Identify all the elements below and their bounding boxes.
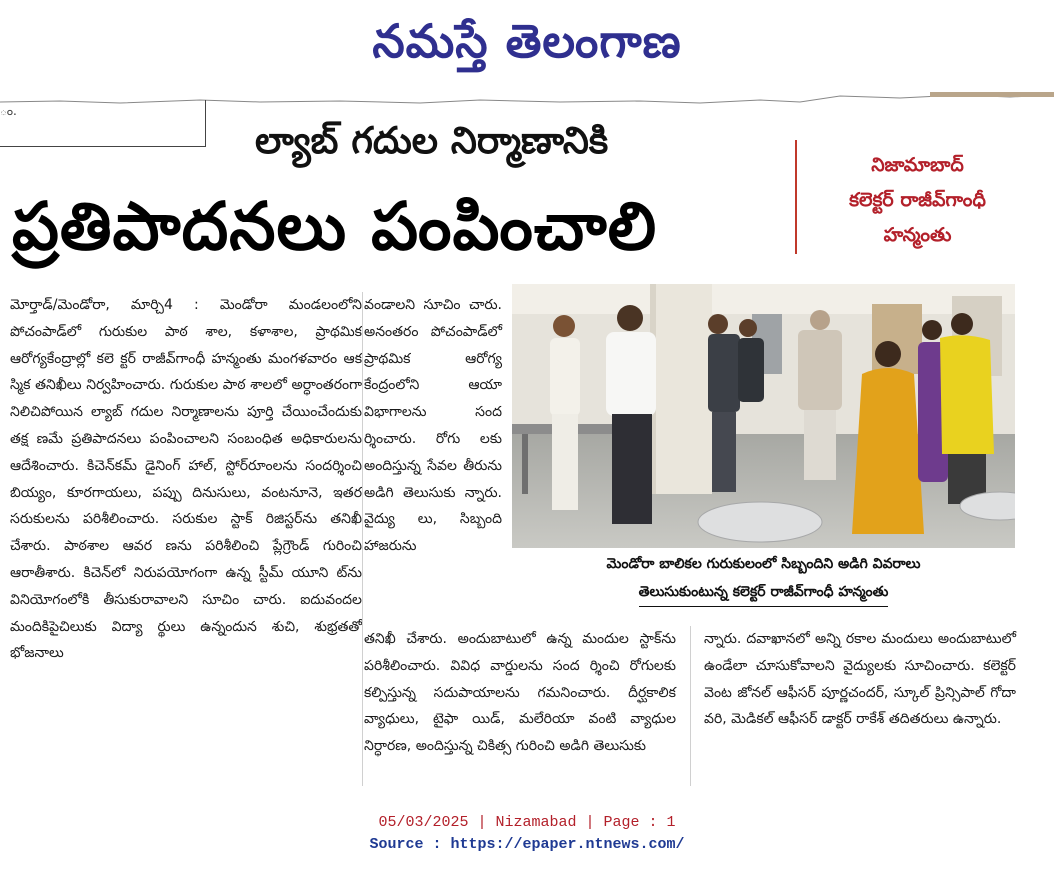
headline-kicker: ల్యాబ్ గదుల నిర్మాణానికి xyxy=(255,119,609,162)
byline-line: హన్మంతు xyxy=(883,224,952,246)
article-column-3: న్నారు. దవాఖానలో అన్ని రకాల మందులు అందుబాటులో ఉండేలా చూసుకోవాలని వైద్యులకు సూచించారు. కలెక్టర్ వెంట జోనల్ ఆఫీసర్ పూర్ణచందర్, స్కూల్ ప్రిన్సిపాల్ గోదా వరి, మెడికల్ ఆఫీసర్ డాక్టర్ రాకేశ్ తదితరులు ఉన్నారు. xyxy=(704,631,1016,728)
article-column-1: మోర్తాడ్/మెండోరా, మార్చి4 : మెండోరా మండలంలోని పోచంపాడ్‌లో గురుకుల పాఠ శాల, కళాశాల, ప్రాథమిక ఆరోగ్యకేంద్రాల్లో కలె క్టర్ రాజీవ్‌గాంధీ హన్మంతు మంగళవారం ఆక స్మిక తనిఖీలు నిర్వహించారు. గురుకుల పాఠ శాలలో అర్ధాంతరంగా నిలిచిపోయిన ల్యాబ్ గదుల నిర్మాణాలను పూర్తి చేయించేందుకు తక్ష ణమే ప్రతిపాదనలు పంపించాలని సంబంధిత అధికారులను ఆదేశించారు. కిచెన్‌కమ్ డైనింగ్ హాల్, స్టోర్‌రూంలను సందర్శించి బియ్యం, కూరగాయలు, పప్పు దినుసులు, వంటనూనె, ఇతర సరుకులను పరిశీలించారు. సరుకుల స్టాక్ రిజిస్టర్‌ను తనిఖీ చేశారు. పాఠశాల ఆవర ణను పరిశీలించి ప్లేగ్రౌండ్ గురించి ఆరాతీశారు. కిచెన్‌లో నిరుపయోగంగా ఉన్న స్టీమ్ యూని ట్‌ను వినియోగంలోకి తీసుకురావాలని సూచిం చారు. ఐదువందల మందికిపైచిలుకు విద్యా ర్థులు ఉన్నందున శుచి, శుభ్రతతో భోజనాలు xyxy=(10,297,362,662)
column-divider xyxy=(690,626,691,786)
article-column-2-bottom: తనిఖీ చేశారు. అందుబాటులో ఉన్న మందుల స్టాక్‌ను పరిశీలించారు. వివిధ వార్డులను సంద ర్శించి రోగులకు కల్పిస్తున్న సదుపాయాలను గమనించారు. దీర్ఘకాలిక వ్యాధులు, టైఫా యిడ్, మలేరియా వంటి వ్యాధుల నిర్ధారణ, అందిస్తున్న చికిత్స గురించి అడిగి తెలుసుకు xyxy=(364,631,676,755)
previous-article-box xyxy=(0,100,206,147)
byline-line: కలెక్టర్ రాజీవ్‌గాంధీ xyxy=(849,189,986,211)
page-footer xyxy=(0,812,1054,856)
byline-line: నిజామాబాద్ xyxy=(871,154,964,176)
caption-line: తెలుసుకుంటున్న కలెక్టర్ రాజీవ్‌గాంధీ హన్మంతు xyxy=(639,578,889,607)
headline-main: ప్రతిపాదనలు పంపించాలి xyxy=(12,188,658,265)
article-column-2-top: వండాలని సూచిం చారు. అనంతరం పోచంపాడ్‌లో ప్రాథమిక ఆరోగ్య కేంద్రంలోని ఆయా విభాగాలను సంద ర్శించారు. రోగు లకు అందిస్తున్న సేవల తీరును అడిగి తెలుసుకు న్నారు. వైద్యు లు, సిబ్బంది హాజరును xyxy=(364,297,502,555)
edition-info: 05/03/2025 | Nizamabad | Page : 1 xyxy=(378,814,676,831)
masthead xyxy=(0,6,1054,76)
news-photo xyxy=(512,284,1015,548)
newspaper-title: నమస్తే తెలంగాణ xyxy=(372,14,682,68)
photo-illustration xyxy=(512,284,1015,548)
previous-article-fragment: ం. xyxy=(0,104,17,118)
column-divider xyxy=(362,292,363,786)
photo-caption xyxy=(512,550,1015,607)
source-link[interactable]: Source : https://epaper.ntnews.com/ xyxy=(369,836,685,853)
caption-line: మెండోరా బాలికల గురుకులంలో సిబ్బందిని అడిగి వివరాలు xyxy=(606,556,921,572)
byline xyxy=(805,148,1030,253)
byline-divider xyxy=(795,140,797,254)
